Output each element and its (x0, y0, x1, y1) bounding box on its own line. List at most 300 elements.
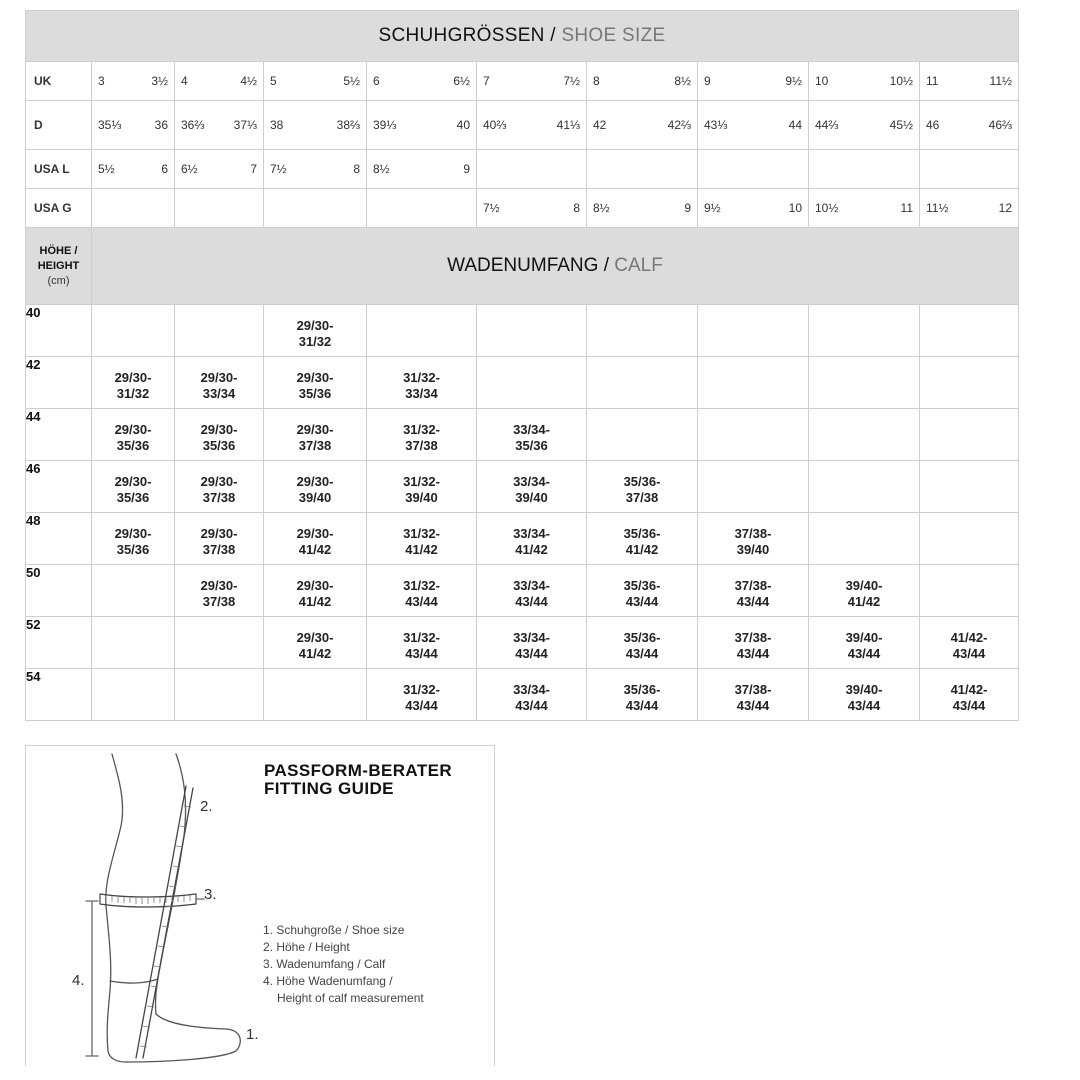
calf-title (92, 228, 1019, 305)
calf-cell (920, 357, 1019, 409)
calf-row (26, 669, 1019, 721)
calf-cell (698, 461, 809, 513)
calf-range-value (92, 617, 174, 630)
calf-cell (264, 617, 367, 669)
calf-range-value: 41/42- 43/44 (950, 682, 988, 713)
shoe-size-value: 10 (815, 74, 829, 88)
calf-cell (92, 513, 175, 565)
calf-cell (698, 305, 809, 357)
shoe-size-value: 42⅔ (667, 118, 691, 132)
shoe-size-pair (92, 162, 174, 176)
calf-range-value: 29/30- 35/36 (114, 422, 152, 453)
calf-cell (367, 357, 477, 409)
shoe-size-pair (477, 201, 586, 215)
shoe-size-value: 6 (373, 74, 380, 88)
calf-range-value: 29/30- 33/34 (200, 370, 238, 401)
shoe-size-value: 11 (900, 201, 913, 215)
calf-height-label: 44 (26, 409, 92, 461)
shoe-size-value: 6½ (181, 162, 198, 176)
calf-range-value (920, 409, 1018, 422)
shoe-size-value: 36 (154, 118, 168, 132)
shoe-size-value: 39⅓ (373, 118, 397, 132)
shoe-size-cell (175, 150, 264, 189)
shoe-size-value: 6½ (453, 74, 470, 88)
calf-range-value (809, 513, 919, 526)
calf-range-value: 29/30- 31/32 (296, 318, 334, 349)
calf-cell (367, 617, 477, 669)
shoe-size-pair (587, 118, 697, 132)
guide-item-1: 1. Schuhgroße / Shoe size (263, 923, 405, 937)
shoe-size-pair (477, 118, 586, 132)
calf-range-value: 33/34- 43/44 (513, 682, 550, 713)
calf-range-value: 29/30- 41/42 (296, 630, 334, 661)
calf-range-value (587, 409, 697, 422)
calf-cell (264, 565, 367, 617)
shoe-size-cell (698, 101, 809, 150)
shoe-size-pair (264, 118, 366, 132)
calf-cell (367, 409, 477, 461)
shoe-size-pair (920, 74, 1018, 88)
calf-cell (920, 409, 1019, 461)
calf-range-value: 29/30- 37/38 (296, 422, 334, 453)
shoe-size-cell (920, 101, 1019, 150)
shoe-size-value: 8 (353, 162, 360, 176)
shoe-size-row (26, 101, 1019, 150)
shoe-size-title-sub: SHOE SIZE (561, 25, 666, 46)
shoe-size-cell (92, 101, 175, 150)
shoe-size-pair (920, 118, 1018, 132)
calf-range-value: 37/38- 39/40 (734, 526, 772, 557)
calf-range-value: 29/30- 39/40 (296, 474, 334, 505)
calf-range-value: 35/36- 43/44 (623, 578, 661, 609)
shoe-size-cell (264, 150, 367, 189)
calf-row (26, 357, 1019, 409)
shoe-size-cell (367, 189, 477, 228)
calf-cell (175, 305, 264, 357)
calf-cell (264, 409, 367, 461)
shoe-size-value: 44 (788, 118, 802, 132)
shoe-size-value: 41⅓ (556, 118, 580, 132)
guide-item-2: 2. Höhe / Height (263, 940, 350, 954)
shoe-size-pair (587, 201, 697, 215)
calf-cell (809, 513, 920, 565)
calf-range-value: 33/34- 43/44 (513, 578, 550, 609)
shoe-size-value: 42 (593, 118, 607, 132)
shoe-size-value: 7½ (483, 201, 500, 215)
marker-1: 1. (246, 1026, 259, 1043)
calf-range-value (587, 305, 697, 318)
shoe-size-value: 40 (456, 118, 470, 132)
calf-cell (367, 669, 477, 721)
fitting-guide-title-en: FITTING GUIDE (264, 779, 394, 798)
calf-cell (477, 409, 587, 461)
shoe-size-pair (264, 162, 366, 176)
calf-cell (587, 461, 698, 513)
shoe-size-cell (809, 101, 920, 150)
calf-cell (587, 305, 698, 357)
calf-range-value (920, 305, 1018, 318)
calf-cell (175, 617, 264, 669)
calf-cell (920, 617, 1019, 669)
calf-cell (698, 565, 809, 617)
calf-range-value: 37/38- 43/44 (734, 682, 772, 713)
calf-range-value: 41/42- 43/44 (950, 630, 988, 661)
calf-range-value: 33/34- 41/42 (513, 526, 550, 557)
calf-cell (920, 565, 1019, 617)
shoe-size-cell (367, 62, 477, 101)
calf-range-value (698, 305, 808, 318)
shoe-size-value: 38 (270, 118, 284, 132)
calf-range-value: 29/30- 37/38 (200, 474, 238, 505)
calf-range-value (477, 357, 586, 370)
calf-title-sub: CALF (614, 255, 663, 276)
calf-cell (809, 669, 920, 721)
shoe-size-row (26, 62, 1019, 101)
shoe-size-pair (175, 162, 263, 176)
calf-height-label: 40 (26, 305, 92, 357)
calf-cell (920, 669, 1019, 721)
shoe-size-value: 9½ (704, 201, 721, 215)
shoe-size-value: 10½ (815, 201, 839, 215)
shoe-size-cell (175, 101, 264, 150)
shoe-size-value: 46⅔ (988, 118, 1013, 132)
calf-range-value: 29/30- 41/42 (296, 526, 334, 557)
shoe-size-pair (175, 118, 263, 132)
calf-cell (175, 461, 264, 513)
shoe-size-cell (477, 101, 587, 150)
calf-range-value: 39/40- 41/42 (845, 578, 883, 609)
shoe-size-cell (809, 150, 920, 189)
shoe-size-value: 7 (483, 74, 490, 88)
calf-range-value: 29/30- 31/32 (114, 370, 152, 401)
shoe-size-cell (477, 189, 587, 228)
shoe-size-value: 8½ (674, 74, 691, 88)
calf-row (26, 409, 1019, 461)
calf-cell (92, 409, 175, 461)
calf-cell (264, 305, 367, 357)
shoe-size-cell (264, 189, 367, 228)
shoe-size-pair (809, 201, 919, 215)
calf-range-value: 31/32- 43/44 (403, 630, 440, 661)
shoe-size-cell (367, 150, 477, 189)
height-header-line1: HÖHE / (39, 244, 78, 257)
calf-range-value (92, 565, 174, 578)
calf-height-label: 48 (26, 513, 92, 565)
shoe-size-value: 9 (463, 162, 470, 176)
shoe-size-cell (809, 62, 920, 101)
shoe-size-pair (698, 201, 808, 215)
guide-item-4: 4. Höhe Wadenumfang / (263, 974, 393, 988)
calf-cell (920, 461, 1019, 513)
calf-range-value: 31/32- 37/38 (403, 422, 440, 453)
calf-cell (587, 565, 698, 617)
shoe-size-value: 8 (573, 201, 580, 215)
marker-2: 2. (200, 798, 213, 815)
calf-range-value (175, 617, 263, 630)
calf-row (26, 513, 1019, 565)
calf-height-label: 42 (26, 357, 92, 409)
shoe-size-pair (92, 118, 174, 132)
shoe-size-value: 8½ (593, 201, 610, 215)
calf-range-value: 31/32- 43/44 (403, 682, 440, 713)
shoe-size-cell (92, 189, 175, 228)
fitting-guide-panel (25, 745, 495, 1066)
calf-range-value (920, 461, 1018, 474)
calf-range-value: 33/34- 35/36 (513, 422, 550, 453)
calf-range-value (92, 305, 174, 318)
shoe-size-cell (920, 150, 1019, 189)
shoe-size-cell (477, 150, 587, 189)
calf-range-value: 29/30- 41/42 (296, 578, 334, 609)
calf-range-value: 29/30- 35/36 (296, 370, 334, 401)
calf-cell (175, 357, 264, 409)
calf-cell (587, 409, 698, 461)
shoe-size-pair (367, 162, 476, 176)
shoe-size-value: 9½ (785, 74, 802, 88)
shoe-size-value: 10½ (889, 74, 913, 88)
calf-range-value: 29/30- 37/38 (200, 526, 238, 557)
calf-row (26, 617, 1019, 669)
shoe-size-value: 5½ (98, 162, 115, 176)
calf-range-value (698, 461, 808, 474)
shoe-size-value: 3½ (151, 74, 168, 88)
calf-range-value (367, 305, 476, 318)
calf-range-value (698, 357, 808, 370)
shoe-size-value: 11 (926, 74, 939, 88)
calf-cell (264, 669, 367, 721)
calf-height-label: 46 (26, 461, 92, 513)
calf-range-value (175, 669, 263, 682)
calf-range-value (698, 409, 808, 422)
calf-cell (587, 513, 698, 565)
calf-title-main: WADENUMFANG / (447, 255, 615, 276)
calf-cell (477, 669, 587, 721)
shoe-size-value: 5 (270, 74, 277, 88)
size-chart-table (25, 10, 1019, 721)
calf-cell (477, 617, 587, 669)
shoe-size-cell (698, 189, 809, 228)
shoe-size-value: 11½ (926, 201, 949, 215)
shoe-size-value: 8 (593, 74, 600, 88)
calf-range-value: 35/36- 43/44 (623, 682, 661, 713)
calf-range-value: 31/32- 39/40 (403, 474, 440, 505)
calf-cell (587, 617, 698, 669)
calf-cell (92, 565, 175, 617)
calf-range-value (809, 305, 919, 318)
shoe-size-pair (809, 74, 919, 88)
calf-range-value: 33/34- 39/40 (513, 474, 550, 505)
shoe-size-pair (920, 201, 1018, 215)
shoe-size-cell (587, 101, 698, 150)
calf-cell (92, 461, 175, 513)
shoe-size-row-label: USA L (26, 150, 92, 189)
shoe-size-cell (920, 62, 1019, 101)
shoe-size-pair (698, 74, 808, 88)
calf-cell (367, 513, 477, 565)
calf-cell (92, 617, 175, 669)
calf-cell (809, 617, 920, 669)
shoe-size-value: 44⅔ (815, 118, 839, 132)
calf-cell (698, 357, 809, 409)
shoe-size-cell (587, 189, 698, 228)
marker-3: 3. (204, 886, 217, 903)
calf-height-label: 54 (26, 669, 92, 721)
calf-range-value: 29/30- 35/36 (200, 422, 238, 453)
calf-range-value: 37/38- 43/44 (734, 578, 772, 609)
calf-cell (175, 409, 264, 461)
calf-cell (175, 669, 264, 721)
shoe-size-value: 6 (161, 162, 168, 176)
shoe-size-value: 7 (250, 162, 257, 176)
calf-cell (175, 565, 264, 617)
calf-cell (809, 409, 920, 461)
shoe-size-value: 11½ (989, 74, 1013, 88)
shoe-size-value: 4 (181, 74, 188, 88)
calf-range-value (175, 305, 263, 318)
calf-row (26, 461, 1019, 513)
shoe-size-pair (809, 118, 919, 132)
calf-range-value (920, 357, 1018, 370)
shoe-size-value: 5½ (343, 74, 360, 88)
shoe-size-pair (92, 74, 174, 88)
calf-cell (809, 461, 920, 513)
shoe-size-title-main: SCHUHGRÖSSEN / (378, 25, 562, 46)
calf-cell (264, 461, 367, 513)
shoe-size-pair (587, 74, 697, 88)
shoe-size-row (26, 189, 1019, 228)
shoe-size-row (26, 150, 1019, 189)
calf-range-value (920, 513, 1018, 526)
shoe-size-value: 9 (684, 201, 691, 215)
calf-range-value: 37/38- 43/44 (734, 630, 772, 661)
calf-cell (698, 669, 809, 721)
calf-range-value (92, 669, 174, 682)
calf-cell (264, 513, 367, 565)
calf-cell (92, 357, 175, 409)
calf-cell (809, 565, 920, 617)
calf-cell (477, 565, 587, 617)
calf-range-value: 35/36- 37/38 (623, 474, 661, 505)
shoe-size-value: 7½ (270, 162, 287, 176)
shoe-size-cell (698, 150, 809, 189)
calf-range-value: 35/36- 41/42 (623, 526, 661, 557)
calf-cell (920, 513, 1019, 565)
shoe-size-value: 12 (998, 201, 1013, 215)
calf-cell (92, 669, 175, 721)
calf-cell (587, 669, 698, 721)
calf-cell (264, 357, 367, 409)
calf-cell (587, 357, 698, 409)
shoe-size-value: 8½ (373, 162, 390, 176)
marker-4: 4. (72, 972, 85, 989)
calf-cell (698, 617, 809, 669)
calf-cell (367, 305, 477, 357)
shoe-size-cell (264, 101, 367, 150)
shoe-size-value: 7½ (563, 74, 580, 88)
shoe-size-pair (367, 118, 476, 132)
shoe-size-value: 9 (704, 74, 711, 88)
calf-range-value (587, 357, 697, 370)
shoe-size-value: 45½ (889, 118, 913, 132)
shoe-size-pair (477, 74, 586, 88)
height-header-line2: HEIGHT (37, 259, 80, 272)
calf-range-value: 31/32- 41/42 (403, 526, 440, 557)
calf-cell (698, 409, 809, 461)
calf-height-label: 52 (26, 617, 92, 669)
shoe-size-value: 3 (98, 74, 105, 88)
calf-range-value: 33/34- 43/44 (513, 630, 550, 661)
shoe-size-value: 4½ (240, 74, 257, 88)
shoe-size-value: 36⅔ (181, 118, 205, 132)
shoe-size-cell (477, 62, 587, 101)
calf-cell (809, 305, 920, 357)
shoe-size-cell (175, 189, 264, 228)
height-header-unit: (cm) (47, 274, 70, 287)
calf-range-value: 31/32- 43/44 (403, 578, 440, 609)
shoe-size-value: 37⅓ (233, 118, 257, 132)
calf-range-value: 29/30- 37/38 (200, 578, 238, 609)
calf-row (26, 305, 1019, 357)
calf-range-value (809, 461, 919, 474)
shoe-size-pair (175, 74, 263, 88)
calf-cell (809, 357, 920, 409)
calf-cell (698, 513, 809, 565)
calf-range-value (477, 305, 586, 318)
shoe-size-pair (367, 74, 476, 88)
calf-range-value: 39/40- 43/44 (845, 682, 883, 713)
calf-range-value (264, 669, 366, 682)
shoe-size-value: 46 (926, 118, 940, 132)
shoe-size-row-label: D (26, 101, 92, 150)
shoe-size-value: 43⅓ (704, 118, 728, 132)
calf-cell (477, 305, 587, 357)
shoe-size-row-label: UK (26, 62, 92, 101)
calf-range-value (809, 357, 919, 370)
shoe-size-cell (264, 62, 367, 101)
shoe-size-pair (264, 74, 366, 88)
calf-cell (477, 513, 587, 565)
shoe-size-cell (587, 150, 698, 189)
calf-cell (367, 461, 477, 513)
shoe-size-cell (92, 62, 175, 101)
fitting-guide-list (263, 922, 424, 1007)
guide-item-4-cont: Height of calf measurement (277, 991, 424, 1005)
shoe-size-value: 40⅔ (483, 118, 507, 132)
calf-range-value: 35/36- 43/44 (623, 630, 661, 661)
shoe-size-row-label: USA G (26, 189, 92, 228)
calf-height-label: 50 (26, 565, 92, 617)
shoe-size-title (26, 11, 1019, 62)
shoe-size-cell (920, 189, 1019, 228)
calf-range-value: 29/30- 35/36 (114, 526, 152, 557)
calf-row (26, 565, 1019, 617)
calf-cell (477, 357, 587, 409)
shoe-size-value: 10 (788, 201, 802, 215)
fitting-guide-title-de: PASSFORM-BERATER (264, 761, 453, 780)
shoe-size-pair (698, 118, 808, 132)
shoe-size-value: 35⅓ (98, 118, 122, 132)
shoe-size-cell (175, 62, 264, 101)
shoe-size-cell (367, 101, 477, 150)
calf-cell (477, 461, 587, 513)
calf-cell (175, 513, 264, 565)
guide-item-3: 3. Wadenumfang / Calf (263, 957, 386, 971)
calf-range-value: 29/30- 35/36 (114, 474, 152, 505)
height-column-header (26, 228, 92, 305)
calf-range-value: 31/32- 33/34 (403, 370, 440, 401)
shoe-size-cell (809, 189, 920, 228)
calf-range-value (920, 565, 1018, 578)
